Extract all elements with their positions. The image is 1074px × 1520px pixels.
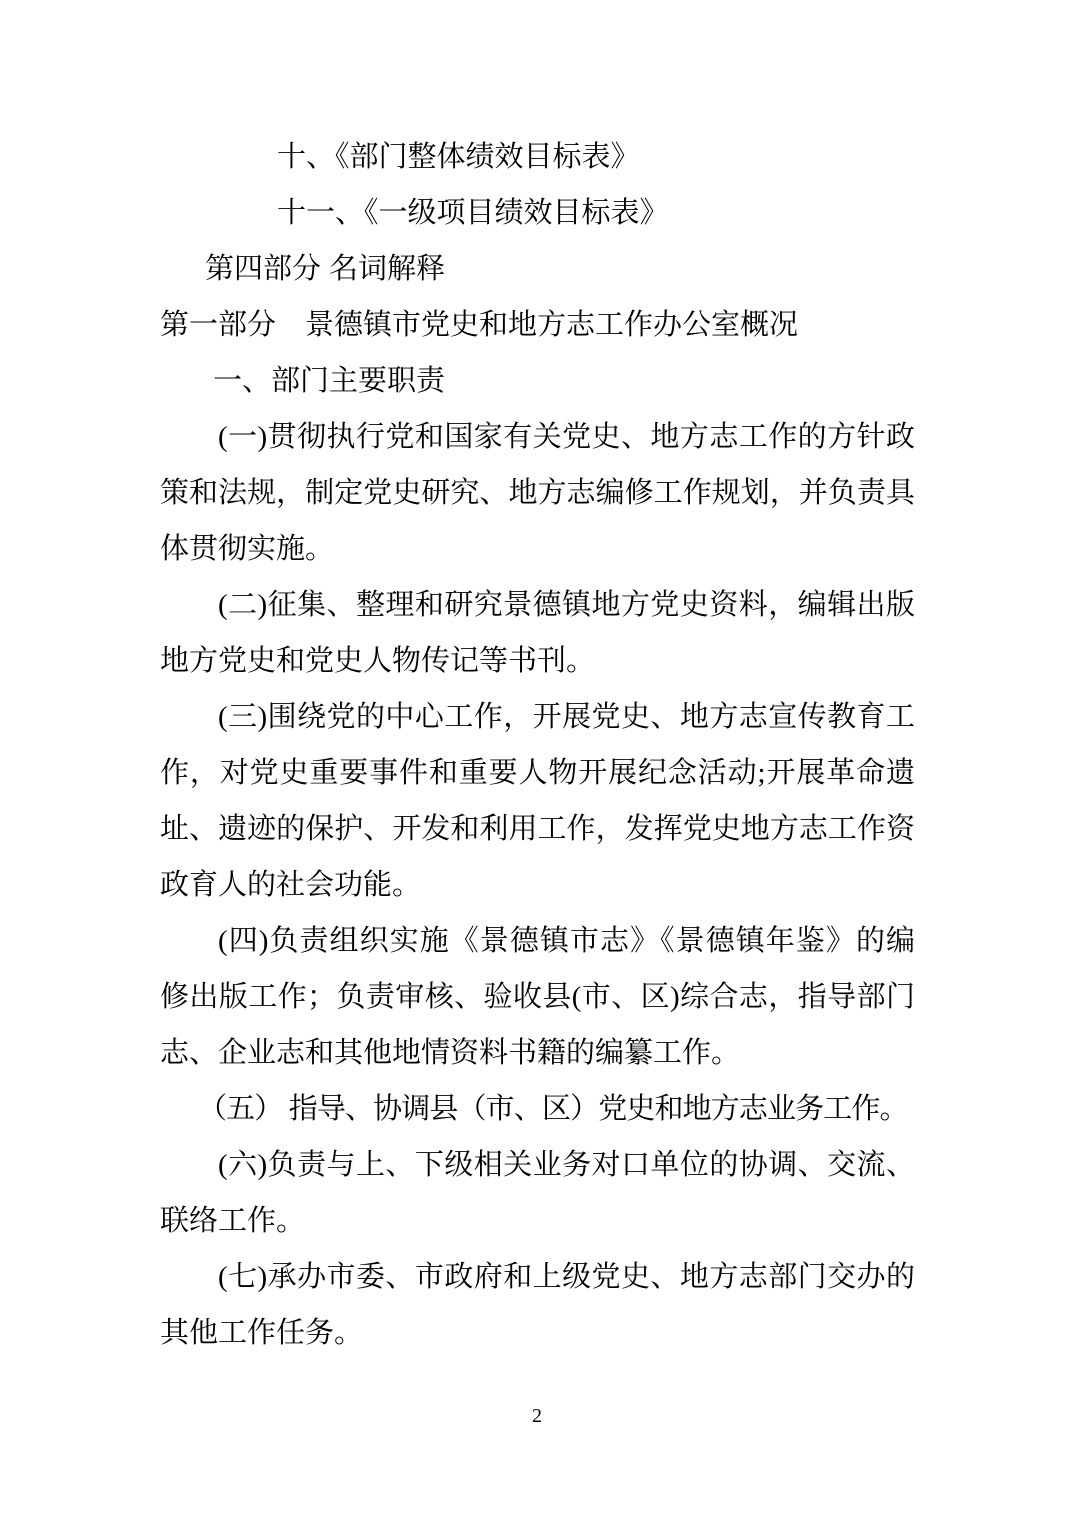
body-paragraph: (二)征集、整理和研究景德镇地方党史资料，编辑出版地方党史和党史人物传记等书刊。 bbox=[160, 589, 915, 677]
body-paragraph: (七)承办市委、市政府和上级党史、地方志部门交办的其他工作任务。 bbox=[160, 1261, 915, 1349]
page-number: 2 bbox=[532, 1405, 542, 1427]
heading-part-four: 第四部分 名词解释 bbox=[205, 253, 446, 285]
body-paragraph: (四)负责组织实施《景德镇市志》《景德镇年鉴》的编修出版工作；负责审核、验收县(市、区)综合志，指导部门志、企业志和其他地情资料书籍的编纂工作。 bbox=[160, 925, 915, 1069]
body-paragraph: (一)贯彻执行党和国家有关党史、地方志工作的方针政策和法规，制定党史研究、地方志编修工作规划，并负责具体贯彻实施。 bbox=[160, 421, 915, 565]
body-paragraph: （五） 指导、协调县（市、区）党史和地方志业务工作。 bbox=[198, 1093, 908, 1125]
heading-section-main-duties: 一、部门主要职责 bbox=[213, 365, 446, 397]
document-content bbox=[160, 129, 915, 1361]
duties-paragraphs bbox=[160, 409, 915, 1361]
toc-list bbox=[160, 129, 915, 241]
body-paragraph: (六)负责与上、下级相关业务对口单位的协调、交流、联络工作。 bbox=[160, 1149, 915, 1237]
heading-part-one: 第一部分 景德镇市党史和地方志工作办公室概况 bbox=[160, 309, 799, 341]
body-paragraph: (三)围绕党的中心工作，开展党史、地方志宣传教育工作，对党史重要事件和重要人物开展纪念活动;开展革命遗址、遗迹的保护、开发和利用工作，发挥党史地方志工作资政育人的社会功能。 bbox=[160, 701, 915, 901]
toc-item: 十一、《一级项目绩效目标表》 bbox=[277, 197, 669, 229]
toc-item: 十、《部门整体绩效目标表》 bbox=[277, 141, 640, 173]
